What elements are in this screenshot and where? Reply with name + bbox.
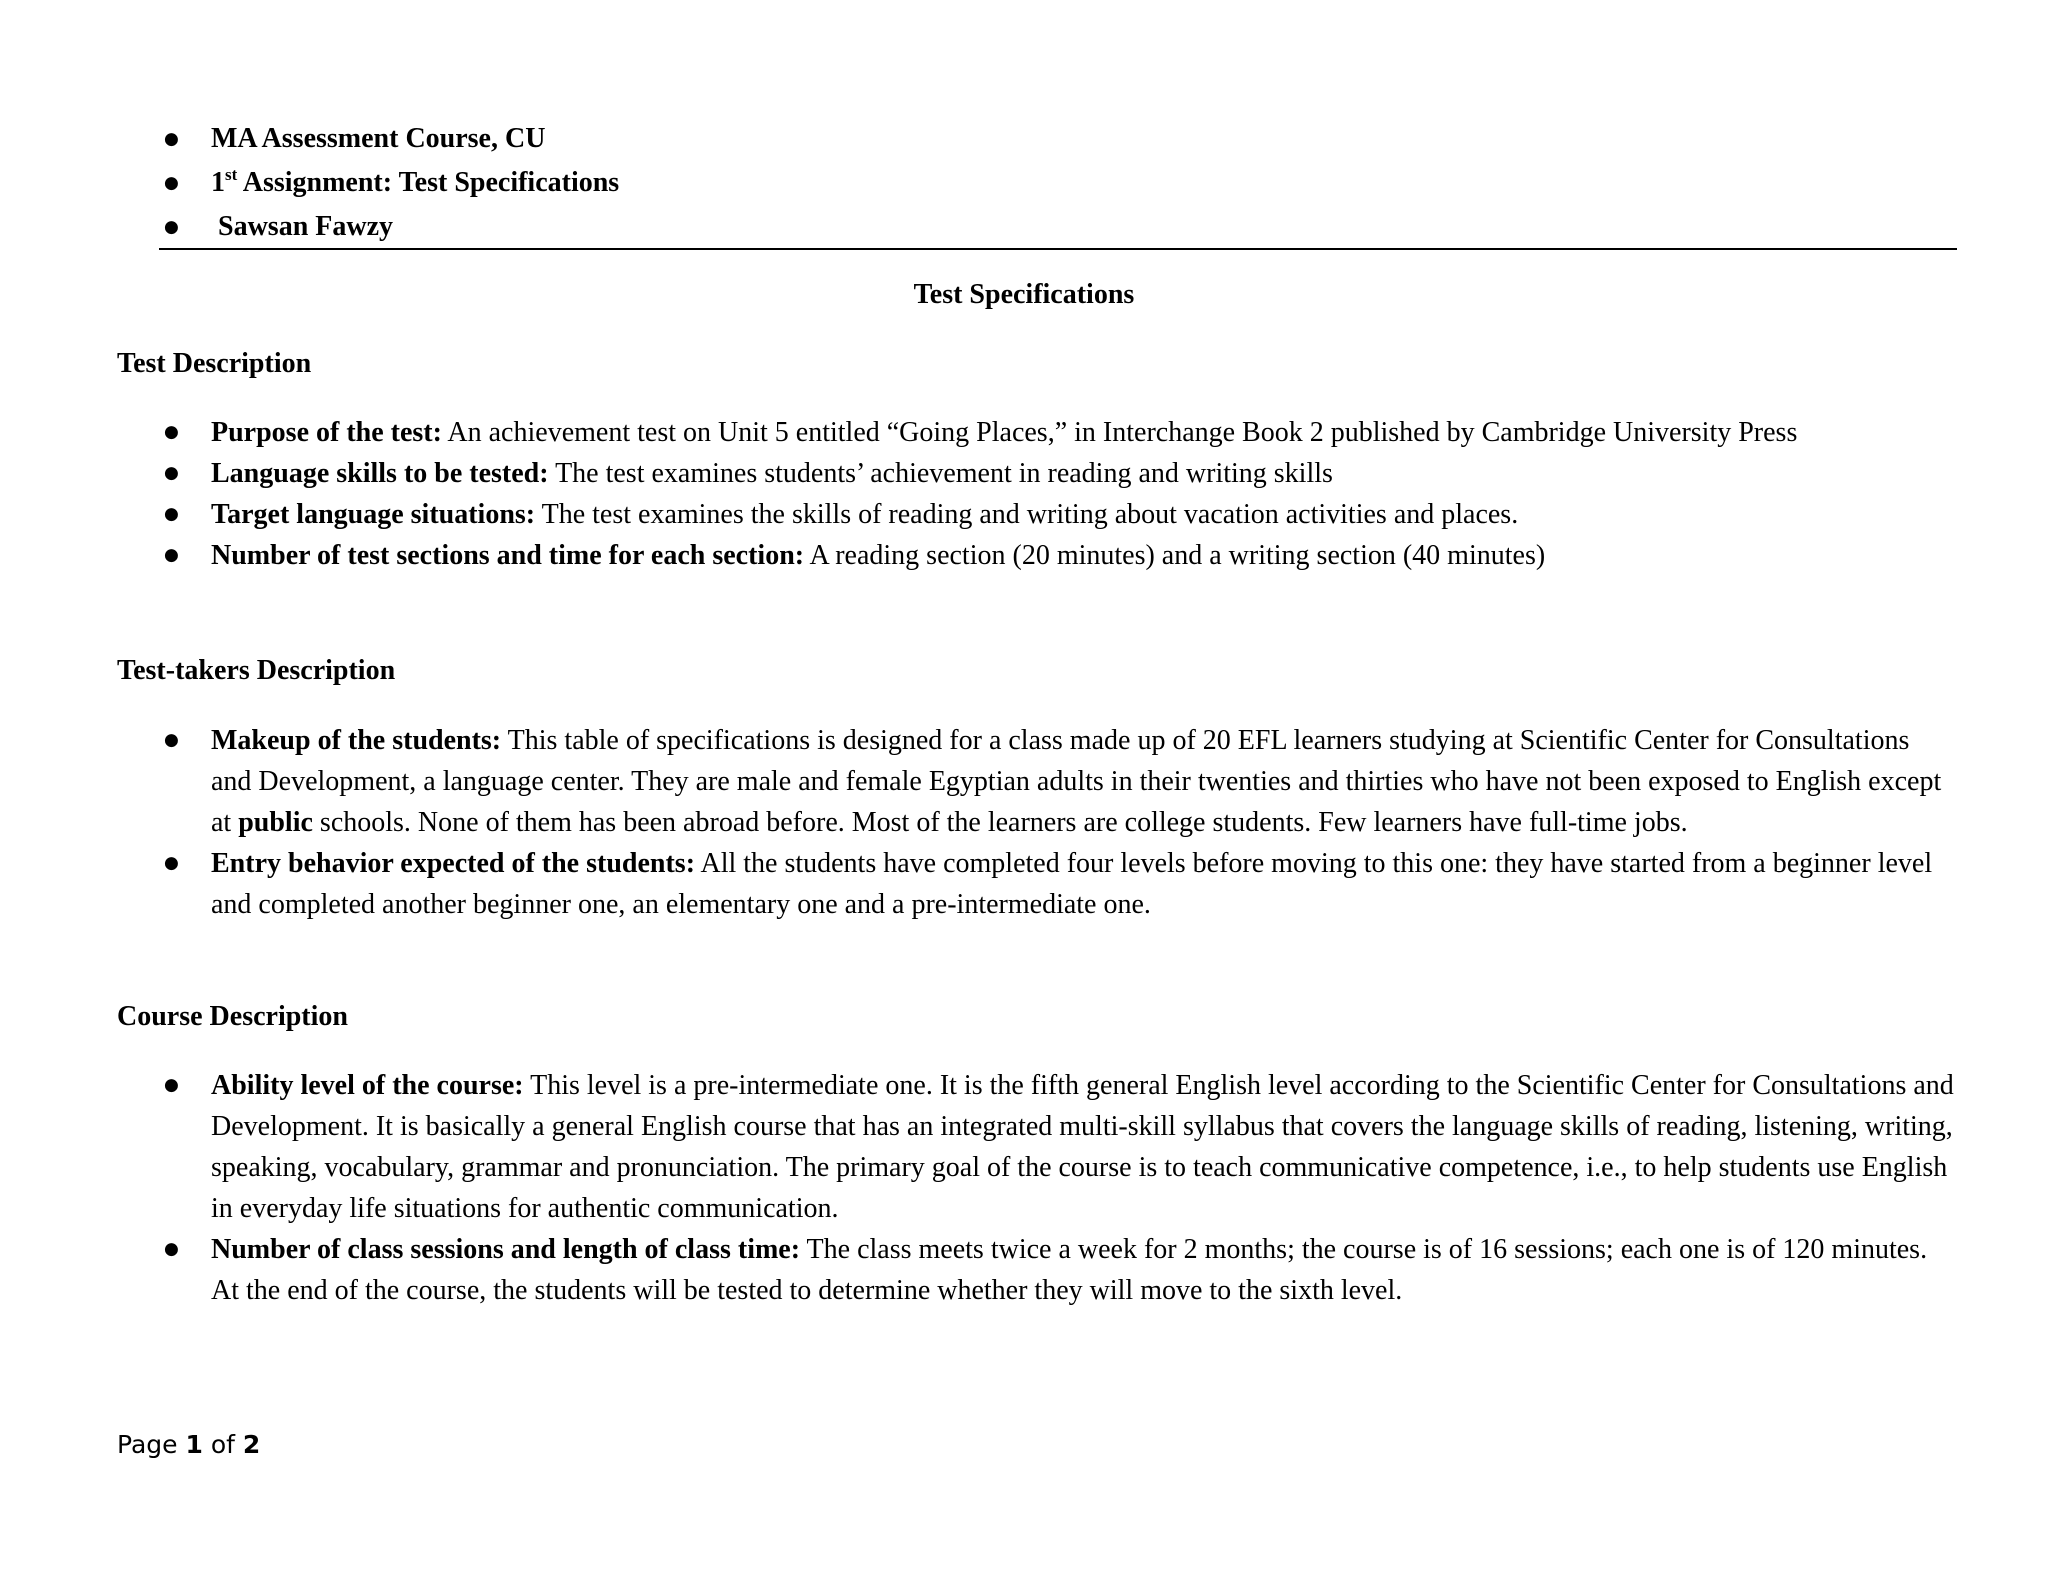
page-title: Test Specifications bbox=[913, 279, 1135, 310]
item-label: Ability level of the course: bbox=[211, 1070, 524, 1101]
footer-current-page: 1 bbox=[185, 1430, 203, 1459]
item-label: Makeup of the students: bbox=[211, 725, 502, 756]
header-course-text: MA Assessment Course, CU bbox=[211, 123, 546, 154]
item-text: A reading section (20 minutes) and a writing section (40 minutes) bbox=[804, 540, 1546, 571]
item-label: Number of class sessions and length of class time: bbox=[211, 1234, 801, 1265]
item-text: This table of specifications is designed for a class made up of 20 EFL learners studying at Scientific Center for Consultations and Development, a language center. They are male and female Egyptian adults in their twenties and thirties who have not been exposed to English except at bbox=[211, 725, 1942, 838]
bullet-icon: ● bbox=[164, 217, 179, 237]
bullet-icon: ● bbox=[164, 129, 179, 149]
list-item-target-situations bbox=[164, 494, 1956, 535]
bullet-icon: ● bbox=[164, 853, 179, 873]
course-description-list bbox=[164, 1065, 1956, 1311]
item-text: An achievement test on Unit 5 entitled “Going Places,” in Interchange Book 2 published by Cambridge University Press bbox=[441, 417, 1798, 448]
item-label: Entry behavior expected of the students: bbox=[211, 848, 696, 879]
bullet-icon: ● bbox=[164, 173, 179, 193]
bullet-icon: ● bbox=[164, 545, 179, 565]
testtakers-description-list bbox=[164, 720, 1956, 925]
assignment-title: Assignment: Test Specifications bbox=[237, 167, 620, 198]
bullet-icon: ● bbox=[164, 422, 179, 442]
item-text: The test examines the skills of reading and writing about vacation activities and places. bbox=[535, 499, 1519, 530]
item-text: All the students have completed four levels before moving to this one: they have started from a beginner level and completed another beginner one, an elementary one and a pre-intermediate one. bbox=[211, 848, 1933, 920]
item-label: Number of test sections and time for each section: bbox=[211, 540, 805, 571]
header-item-author bbox=[164, 205, 1911, 249]
list-item-class-sessions bbox=[164, 1229, 1956, 1311]
item-label: Purpose of the test: bbox=[211, 417, 442, 448]
footer-of-word: of bbox=[210, 1430, 235, 1459]
section-heading-course-description: Course Description bbox=[117, 1001, 348, 1032]
assignment-ordinal-suffix: st bbox=[225, 165, 238, 184]
bullet-icon: ● bbox=[164, 1239, 179, 1259]
header-item-assignment bbox=[164, 161, 1911, 205]
author-name: Sawsan Fawzy bbox=[211, 211, 394, 242]
section-heading-test-description: Test Description bbox=[117, 348, 312, 379]
list-item-makeup bbox=[164, 720, 1956, 843]
list-item-entry-behavior bbox=[164, 843, 1956, 925]
item-label: Language skills to be tested: bbox=[211, 458, 549, 489]
header-divider bbox=[159, 248, 1957, 250]
item-label: Target language situations: bbox=[211, 499, 536, 530]
item-text: This level is a pre-intermediate one. It is the fifth general English level according to the Scientific Center for Consultations and Development. It is basically a general English course that has an integrated multi-skill syllabus that covers the language skills of reading, listening, writing, speaking, vocabulary, grammar and pronunciation. The primary goal of the course is to teach communicative competence, i.e., to help students use English in everyday life situations for authentic communication. bbox=[211, 1070, 1954, 1224]
test-description-list bbox=[164, 412, 1956, 576]
bullet-icon: ● bbox=[164, 1075, 179, 1095]
bullet-icon: ● bbox=[164, 504, 179, 524]
item-text: schools. None of them has been abroad before. Most of the learners are college students. Few learners have full-time jobs. bbox=[312, 807, 1688, 838]
bullet-icon: ● bbox=[164, 730, 179, 750]
assignment-number: 1 bbox=[211, 167, 225, 198]
list-item-purpose bbox=[164, 412, 1956, 453]
item-emphasis: public bbox=[238, 807, 313, 838]
list-item-sections-time bbox=[164, 535, 1956, 576]
footer-total-pages: 2 bbox=[242, 1430, 261, 1459]
footer-page-word: Page bbox=[117, 1430, 178, 1459]
list-item-language-skills bbox=[164, 453, 1956, 494]
item-text: The test examines students’ achievement in reading and writing skills bbox=[548, 458, 1333, 489]
list-item-ability-level bbox=[164, 1065, 1956, 1229]
bullet-icon: ● bbox=[164, 463, 179, 483]
header-list bbox=[164, 117, 1911, 249]
item-text: The class meets twice a week for 2 months; the course is of 16 sessions; each one is of 120 minutes. At the end of the course, the students will be tested to determine whether they will move to the sixth level. bbox=[211, 1234, 1928, 1306]
page-number-footer bbox=[117, 1427, 260, 1463]
section-heading-testtakers-description: Test-takers Description bbox=[117, 655, 396, 686]
header-item-course bbox=[164, 117, 1911, 161]
